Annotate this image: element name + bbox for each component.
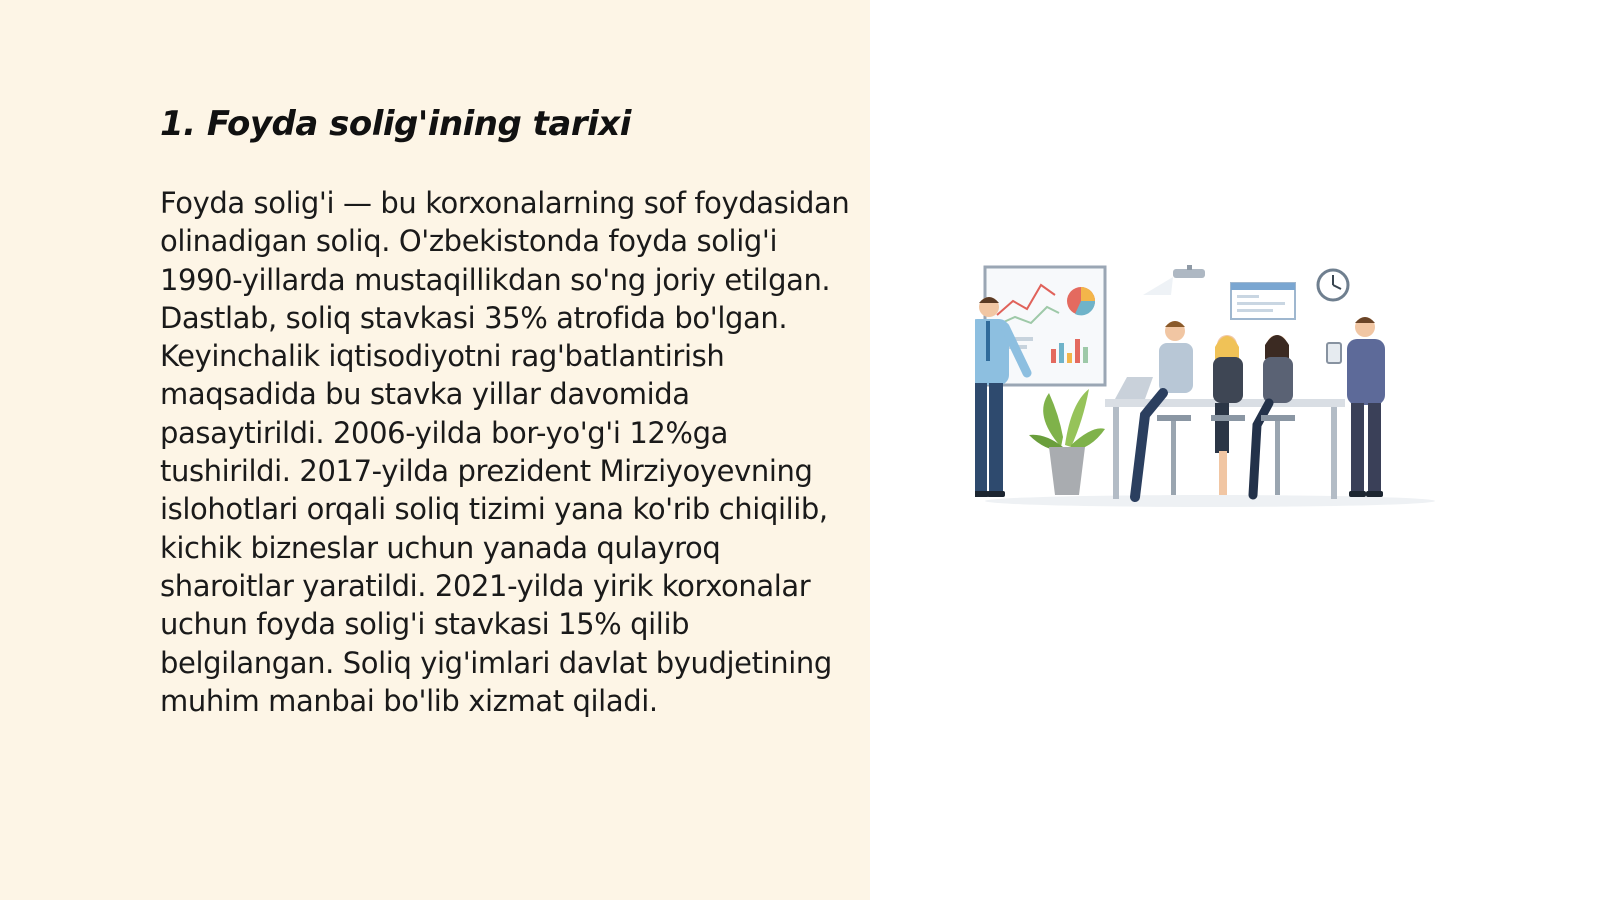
- tablet-icon: [1327, 343, 1341, 363]
- slide-title: 1. Foyda solig'ining tarixi: [160, 104, 631, 144]
- plant-icon: [1029, 389, 1105, 495]
- projector-icon: [1143, 265, 1205, 295]
- seated-person-1: [1135, 321, 1193, 497]
- clock-icon: [1318, 270, 1348, 300]
- seated-person-2: [1211, 335, 1245, 495]
- wall-screen-icon: [1231, 283, 1295, 319]
- slide-paragraph: Foyda solig'i — bu korxonalarning sof foydasidan olinadigan soliq. O'zbekistonda foyda solig'i 1990-yillarda mustaqillikdan so'ng joriy etilgan. Dastlab, soliq stavkasi 35% atrofida bo'lgan. Keyinchalik iqtisodiyotni rag'batlantirish maqsadida bu stavka yillar davomida pasaytirildi. 2006-yilda bor-yo'g'i 12%ga tushirildi. 2017-yilda prezident Mirziyoyevning islohotlari orqali soliq tizimi yana ko'rib chiqilib, kichik bizneslar uchun yanada qulayroq sharoitlar yaratildi. 2021-yilda yirik korxonalar uchun foyda solig'i stavkasi 15% qilib belgilangan. Soliq yig'imlari davlat byudjetining muhim manbai bo'lib xizmat qiladi.: [160, 186, 850, 718]
- laptop-icon: [1115, 377, 1153, 399]
- seated-person-3: [1253, 335, 1295, 495]
- business-meeting-illustration: [975, 265, 1435, 515]
